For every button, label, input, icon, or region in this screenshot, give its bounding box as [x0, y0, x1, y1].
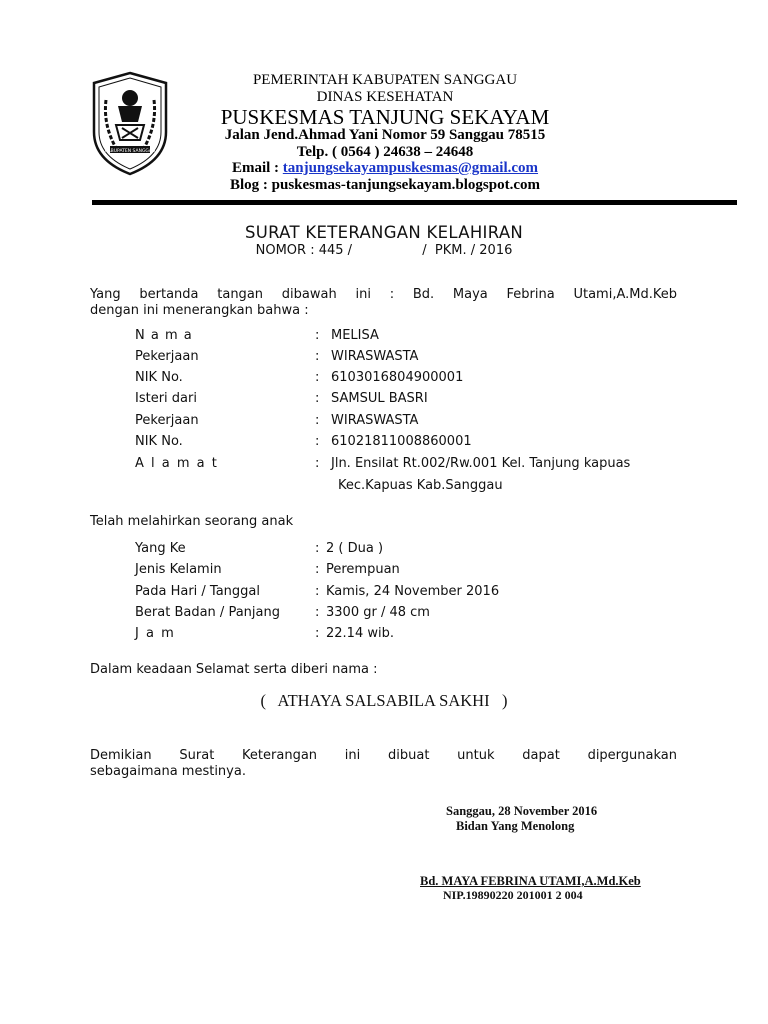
birth-row-label: Jenis Kelamin	[135, 562, 222, 577]
mother-row-label: A l a m a t	[135, 456, 219, 471]
letterhead-email-line	[160, 160, 610, 177]
mother-row-value: Jln. Ensilat Rt.002/Rw.001 Kel. Tanjung kapuas	[331, 456, 631, 471]
birth-row-value: Kamis, 24 November 2016	[326, 584, 500, 599]
colon: :	[315, 541, 320, 556]
colon: :	[315, 456, 320, 471]
intro-line-2: dengan ini menerangkan bahwa :	[90, 303, 309, 318]
intro-line-1: Yang bertanda tangan dibawah ini : Bd. Maya Febrina Utami,A.Md.Keb	[90, 287, 677, 302]
mother-row-value: WIRASWASTA	[331, 413, 419, 428]
mother-row-value: 6103016804900001	[331, 370, 464, 385]
birth-row-value: 3300 gr / 48 cm	[326, 605, 430, 620]
mother-row-label: NIK No.	[135, 434, 183, 449]
child-name: ( ATHAYA SALSABILA SAKHI )	[260, 691, 508, 710]
mother-row-value: WIRASWASTA	[331, 349, 419, 364]
naming-intro: Dalam keadaan Selamat serta diberi nama :	[90, 662, 378, 677]
document-number: NOMOR : 445 / / PKM. / 2016	[255, 243, 513, 258]
colon: :	[315, 562, 320, 577]
letterhead-government: PEMERINTAH KABUPATEN SANGGAU	[252, 72, 518, 88]
colon: :	[315, 626, 320, 641]
colon: :	[315, 605, 320, 620]
letterhead-blog: Blog : puskesmas-tanjungsekayam.blogspot.com	[229, 177, 541, 193]
letterhead-institution: PUSKESMAS TANJUNG SEKAYAM	[220, 105, 550, 129]
birth-intro: Telah melahirkan seorang anak	[90, 514, 294, 529]
letterhead-address: Jalan Jend.Ahmad Yani Nomor 59 Sanggau 78515	[224, 127, 546, 143]
signature-place-date: Sanggau, 28 November 2016	[446, 804, 598, 818]
colon: :	[315, 349, 320, 364]
signature-nip: NIP.19890220 201001 2 004	[443, 888, 583, 902]
mother-row-value: 61021811008860001	[331, 434, 472, 449]
colon: :	[315, 391, 320, 406]
mother-row-value: MELISA	[331, 328, 379, 343]
mother-row-label: Pekerjaan	[135, 413, 199, 428]
closing-line-1: Demikian Surat Keterangan ini dibuat untuk dapat dipergunakan	[90, 748, 677, 763]
email-link[interactable]: tanjungsekayampuskesmas@gmail.com	[282, 160, 539, 176]
colon: :	[315, 584, 320, 599]
birth-row-label: Yang Ke	[135, 541, 186, 556]
letterhead-phone: Telp. ( 0564 ) 24638 – 24648	[296, 144, 474, 160]
colon: :	[315, 370, 320, 385]
birth-row-value: 2 ( Dua )	[326, 541, 384, 556]
closing-line-2: sebagaimana mestinya.	[90, 764, 246, 779]
birth-row-label: Pada Hari / Tanggal	[135, 584, 260, 599]
mother-row-label: Isteri dari	[135, 391, 197, 406]
letterhead-divider	[92, 200, 737, 205]
colon: :	[315, 434, 320, 449]
colon: :	[315, 413, 320, 428]
signature-name: Bd. MAYA FEBRINA UTAMI,A.Md.Keb	[420, 874, 641, 888]
document-title: SURAT KETERANGAN KELAHIRAN	[244, 223, 524, 242]
mother-row-label: Pekerjaan	[135, 349, 199, 364]
birth-row-label: J a m	[135, 626, 176, 641]
birth-row-value: Perempuan	[326, 562, 400, 577]
colon: :	[315, 328, 320, 343]
email-label: Email :	[231, 160, 283, 176]
mother-row-label: N a m a	[135, 328, 193, 343]
address-continuation: Kec.Kapuas Kab.Sanggau	[338, 478, 503, 493]
mother-row-value: SAMSUL BASRI	[331, 391, 428, 406]
signature-role: Bidan Yang Menolong	[456, 819, 575, 833]
birth-row-value: 22.14 wib.	[326, 626, 394, 641]
letterhead-department: DINAS KESEHATAN	[316, 89, 454, 105]
birth-row-label: Berat Badan / Panjang	[135, 605, 280, 620]
crest-banner-text: KABUPATEN SANGGAU	[104, 149, 156, 154]
mother-row-label: NIK No.	[135, 370, 183, 385]
